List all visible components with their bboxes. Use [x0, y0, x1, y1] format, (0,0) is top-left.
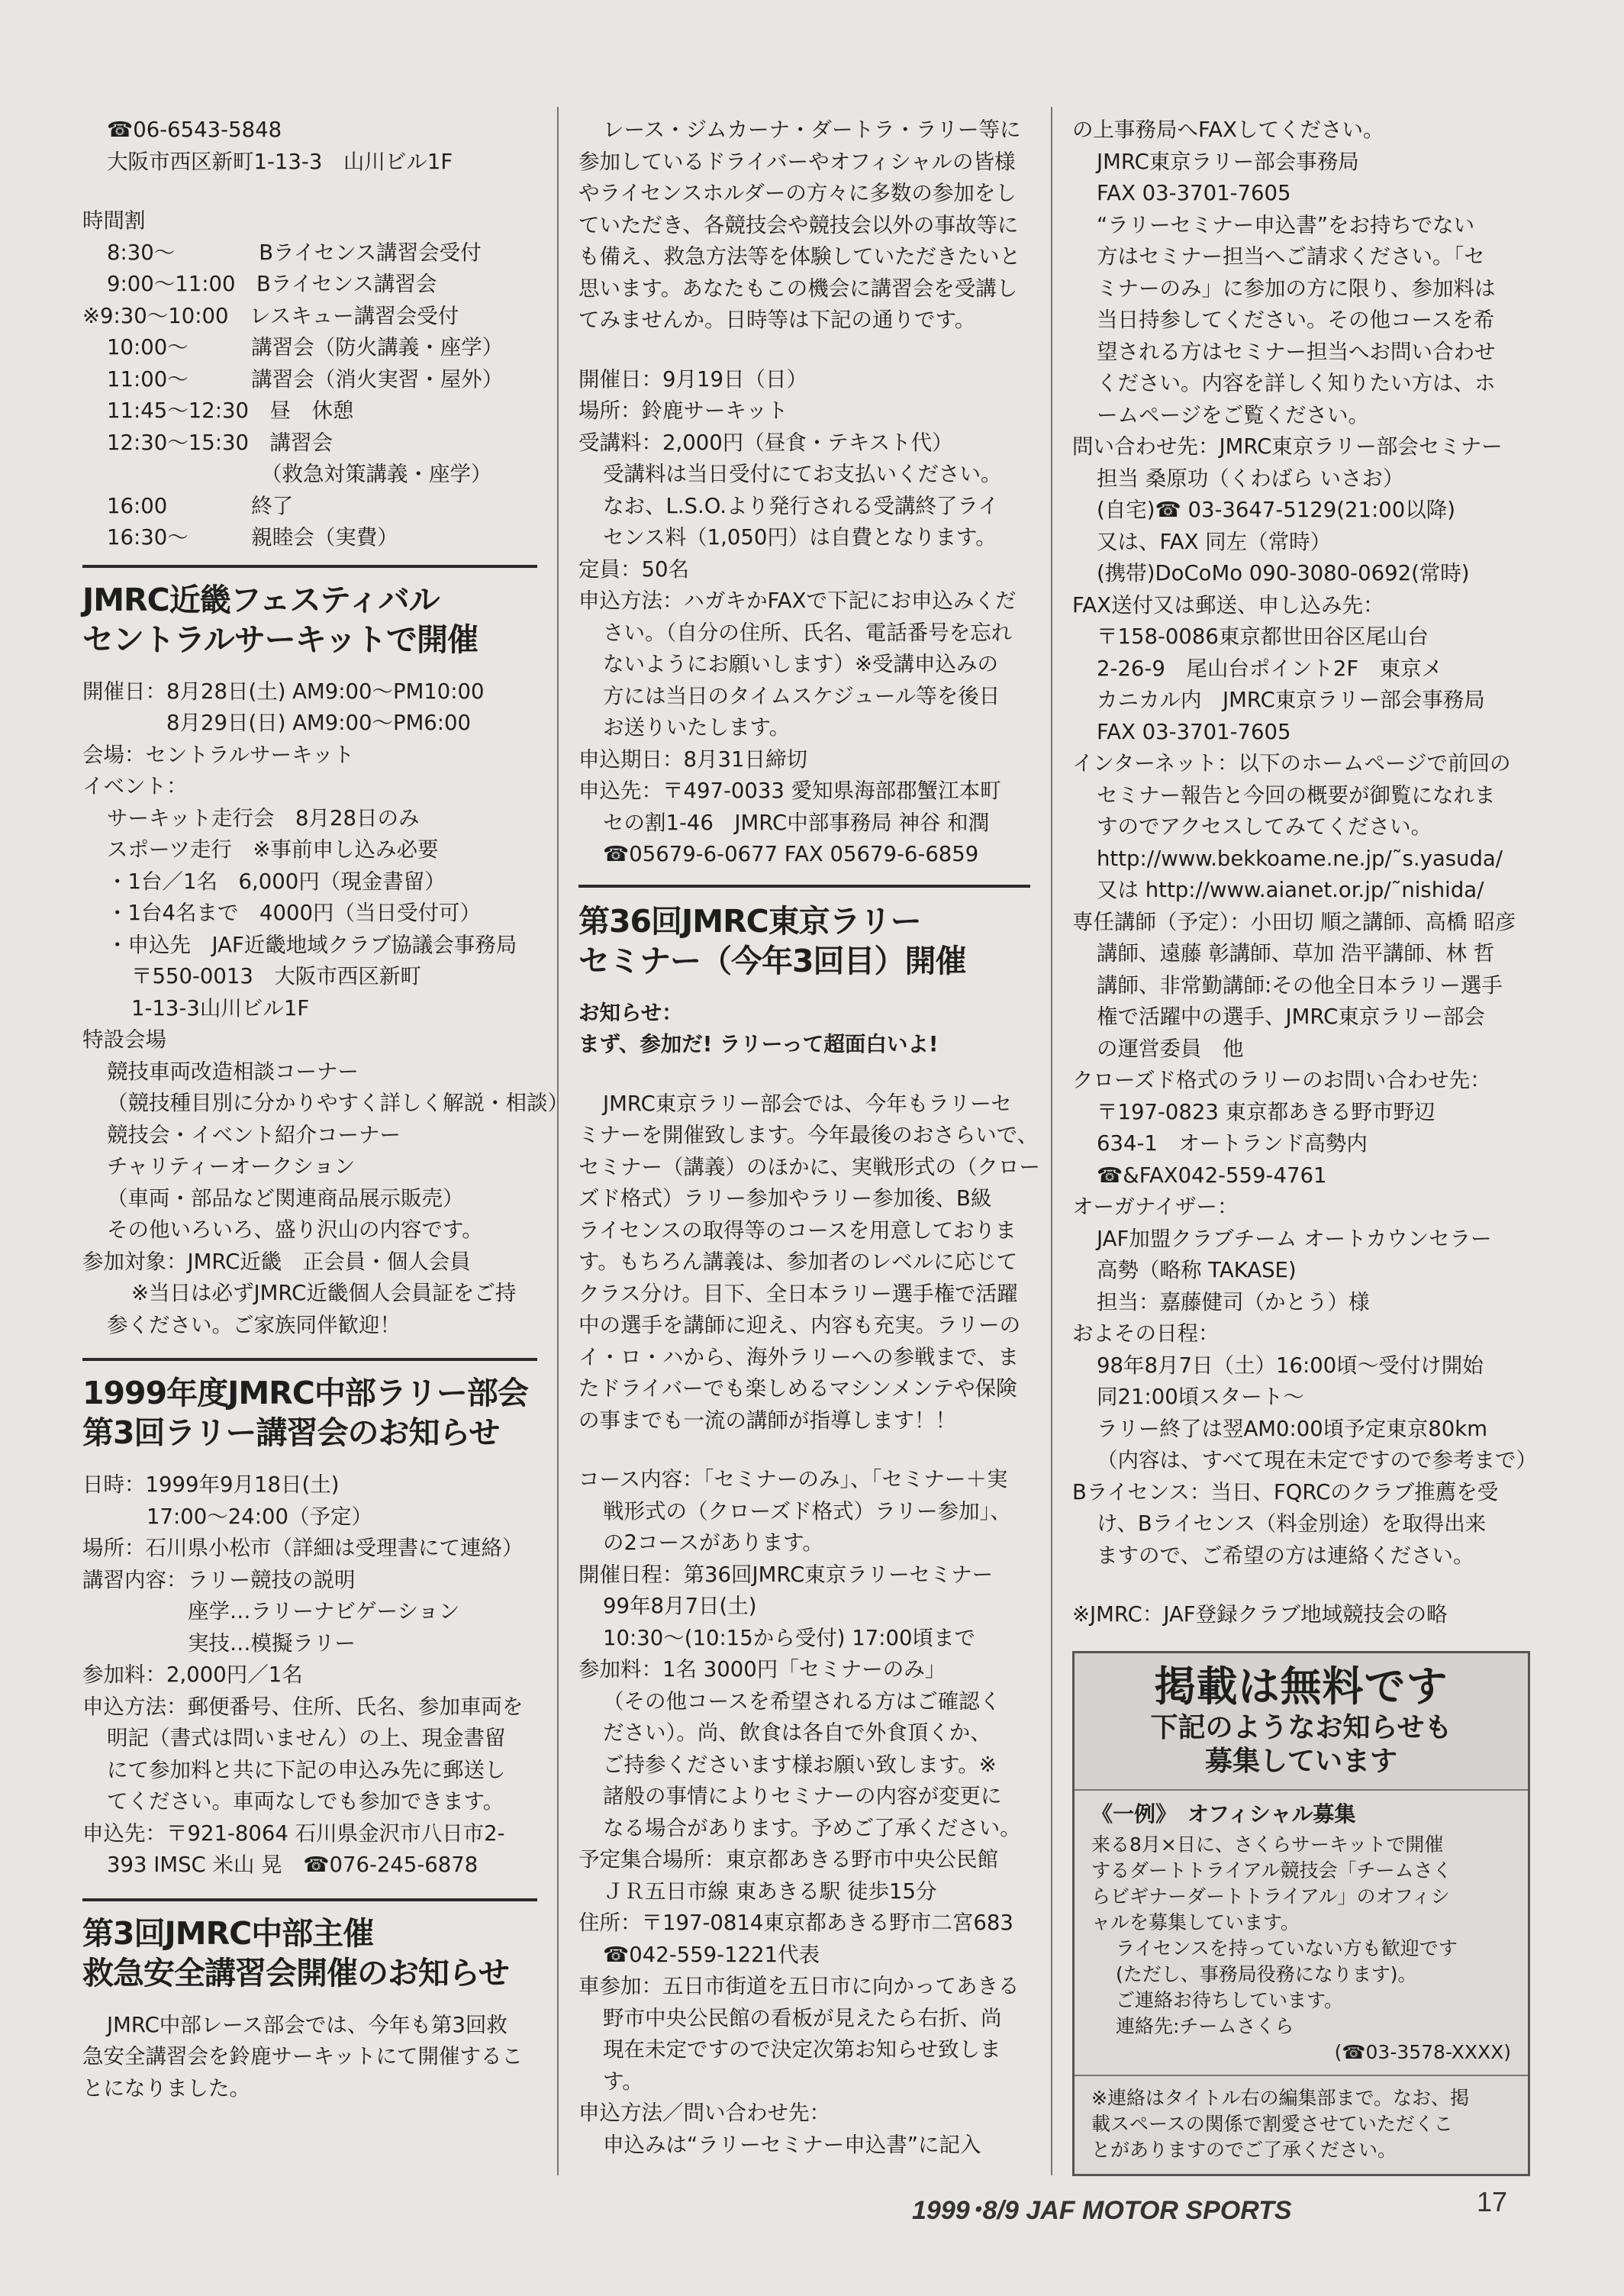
- text-line: ライセンスの取得等のコースを用意しておりま: [578, 1217, 1017, 1243]
- text-line: 講習内容：ラリー競技の説明: [82, 1567, 356, 1592]
- text-line: 競技会・イベント紹介コーナー: [107, 1122, 401, 1147]
- section-heading: 第3回JMRC中部主催 救急安全講習会開催のお知らせ: [82, 1914, 509, 1991]
- text-line: 野市中央公民館の看板が見えたら右折、尚: [603, 2005, 1002, 2030]
- text-line: 大阪市西区新町1-13-3 山川ビル1F: [107, 149, 453, 174]
- text-line: （救急対策講義・座学）: [261, 462, 492, 486]
- text-line: ますので、ご希望の方は連絡ください。: [1097, 1543, 1474, 1568]
- text-line: 方はセミナー担当へご請求ください。「セ: [1097, 244, 1485, 269]
- text-line: 予定集合場所：東京都あきる野市中央公民館: [578, 1847, 998, 1872]
- box-header: [1075, 1653, 1528, 1791]
- box-subtitle: 下記のようなお知らせも: [1150, 1711, 1452, 1743]
- text-line: イベント：: [82, 774, 188, 798]
- text-line: 1-13-3山川ビル1F: [131, 995, 310, 1021]
- box-sample: [1075, 1791, 1528, 2075]
- sample-line: 連絡先:チームさくら: [1116, 2014, 1294, 2037]
- text-line: 開催日程：第36回JMRC東京ラリーセミナー: [578, 1562, 994, 1587]
- text-line: FAX 03-3701-7605: [1097, 719, 1291, 744]
- text-line: 方には当日のタイムスケジュール等を後日: [603, 683, 1000, 708]
- text-line: ☎042-559-1221代表: [603, 1942, 820, 1967]
- text-line: 担当：嘉藤健司（かとう）様: [1097, 1289, 1370, 1314]
- text-line: 申込期日：8月31日締切: [578, 747, 807, 772]
- text-line: 申込先：〒497-0033 愛知県海部郡蟹江本町: [578, 779, 1001, 803]
- section-heading: 第36回JMRC東京ラリー セミナー（今年3回目）開催: [578, 902, 966, 979]
- text-line: さい。（自分の住所、氏名、電話番号を忘れ: [603, 620, 1013, 645]
- text-line: す。もちろん講義は、参加者のレベルに応じて: [578, 1250, 1018, 1274]
- column-divider: [1051, 107, 1052, 2175]
- text-line: 戦形式の（クローズド格式）ラリー参加」、: [603, 1498, 1011, 1524]
- text-line: ださい）。尚、飲食は各自で外食頂くか、: [603, 1720, 991, 1745]
- text-line: 講師、非常勤講師:その他全日本ラリー選手: [1097, 972, 1503, 998]
- text-line: （競技種目別に分かりやすく詳しく解説・相談）: [107, 1091, 569, 1115]
- text-line: すのでアクセスしてみてください。: [1097, 814, 1432, 839]
- box-footnote: [1075, 2075, 1528, 2174]
- text-line: け、Bライセンス（料金別途）を取得出来: [1097, 1511, 1487, 1536]
- box-title: 掲載は無料です: [1154, 1662, 1448, 1711]
- column-1: [82, 114, 569, 2104]
- text-line: ームページをご覧ください。: [1097, 402, 1369, 427]
- text-line: 場所：鈴鹿サーキット: [578, 398, 788, 423]
- text-line: てみませんか。日時等は下記の通りです。: [578, 308, 976, 332]
- text-line: とになりました。: [82, 2075, 250, 2101]
- text-line: 10:30〜(10:15から受付) 17:00頃まで: [603, 1625, 975, 1650]
- text-line: 申込方法：ハガキかFAXで下記にお申込みくだ: [578, 589, 1017, 613]
- text-line: 現在未定ですので決定次第お知らせ致しま: [603, 2037, 1001, 2062]
- text-line: 会場：セントラルサーキット: [82, 742, 355, 767]
- text-line: ミナーのみ」に参加の方に限り、参加料は: [1097, 276, 1496, 301]
- url-link[interactable]: 又は http://www.aianet.or.jp/˜nishida/: [1097, 878, 1484, 902]
- text-line: オーガナイザー：: [1072, 1195, 1239, 1219]
- text-line: 2-26-9 尾山台ポイント2F 東京メ: [1097, 656, 1443, 681]
- notice-tagline: まず、参加だ! ラリーって超面白いよ!: [578, 1032, 939, 1056]
- text-line: セの割1-46 JMRC中部事務局 神谷 和潤: [603, 810, 990, 835]
- column-divider: [557, 107, 559, 2175]
- text-line: 時間割: [82, 208, 146, 233]
- section-rule: [578, 885, 1030, 888]
- text-line: 参ください。ご家族同伴歓迎！: [107, 1312, 401, 1337]
- sample-line: (ただし、事務局役務になります)。: [1116, 1962, 1417, 1985]
- text-line: ☎05679-6-0677 FAX 05679-6-6859: [603, 842, 979, 866]
- text-line: 申込方法：郵便番号、住所、氏名、参加車両を: [82, 1694, 524, 1719]
- text-line: その他いろいろ、盛り沢山の内容です。: [107, 1217, 483, 1242]
- text-line: 受講料は当日受付にてお支払いください。: [603, 462, 1002, 486]
- text-line: センス料（1,050円）は自費となります。: [603, 525, 997, 550]
- text-line: (自宅)☎ 03-3647-5129(21:00以降): [1097, 498, 1455, 522]
- text-line: 思います。あなたもこの機会に講習会を受講し: [578, 276, 1018, 301]
- text-line: およその日程：: [1072, 1321, 1220, 1346]
- text-line: 634-1 オートランド高勢内: [1097, 1131, 1368, 1156]
- text-line: ラリー終了は翌AM0:00頃予定東京80km: [1097, 1416, 1487, 1441]
- text-line: ・1台4名まで 4000円（当日受付可）: [107, 901, 481, 925]
- text-line: セミナー（講義）のほかに、実戦形式の（クロー: [578, 1154, 1040, 1179]
- text-line: ないようにお願いします）※受講申込みの: [603, 652, 999, 676]
- text-line: 開催日：9月19日（日）: [578, 366, 807, 392]
- text-line: 参加料：1名 3000円「セミナーのみ」: [578, 1657, 946, 1682]
- text-line: クローズド格式のラリーのお問い合わせ先：: [1072, 1068, 1491, 1092]
- text-line: 11:00〜 講習会（消火実習・屋外）: [107, 366, 504, 392]
- text-line: てください。車両なしでも参加できます。: [107, 1789, 504, 1814]
- text-line: 中の選手を講師に迎え、内容も充実。ラリーの: [578, 1313, 1021, 1337]
- sample-line: ご連絡お待ちしています。: [1116, 1988, 1344, 2011]
- text-line: も備え、救急方法等を体験していただきたいと: [578, 244, 1021, 269]
- text-line: なお、L.S.O.より発行される受講終了ライ: [603, 493, 999, 518]
- sample-line: するダートトライアル競技会「チームさく: [1091, 1859, 1452, 1882]
- text-line: 講師、遠藤 彰講師、草加 浩平講師、林 哲: [1097, 941, 1495, 966]
- text-line: 定員：50名: [578, 556, 689, 582]
- magazine-footer: 1999･8/9 JAF MOTOR SPORTS: [912, 2196, 1292, 2225]
- text-line: 開催日：8月28日(土) AM9:00〜PM10:00: [82, 679, 485, 704]
- text-line: ※9:30〜10:00 レスキュー講習会受付: [82, 303, 459, 328]
- text-line: ミナーを開催致します。今年最後のおさらいで、: [578, 1123, 1039, 1147]
- section-rule: [82, 1358, 537, 1361]
- text-line: にて参加料と共に下記の申込み先に郵送し: [107, 1757, 506, 1782]
- text-line: 99年8月7日(土): [603, 1594, 757, 1618]
- text-line: 〒197-0823 東京都あきる野市野辺: [1097, 1099, 1436, 1124]
- text-line: セミナー報告と今回の概要が御覧になれま: [1097, 782, 1496, 808]
- text-line: お送りいたします。: [603, 715, 791, 740]
- text-line: 特設会場: [82, 1027, 166, 1052]
- text-line: ＪＲ五日市線 東あきる駅 徒歩15分: [603, 1878, 937, 1904]
- text-line: 17:00〜24:00（予定）: [147, 1504, 373, 1529]
- text-line: 諸般の事情によりセミナーの内容が変更に: [603, 1784, 1002, 1808]
- box-subtitle: 募集しています: [1204, 1745, 1397, 1777]
- section-rule: [82, 1898, 537, 1901]
- text-line: 8月29日(日) AM9:00〜PM6:00: [166, 711, 472, 735]
- text-line: 担当 桑原功（くわばら いさお）: [1097, 466, 1404, 491]
- text-line: 場所：石川県小松市（詳細は受理書にて連絡）: [82, 1536, 524, 1560]
- text-line: JMRC中部レース部会では、今年も第3回救: [107, 2012, 508, 2037]
- text-line: 専任講師（予定）：小田切 順之講師、高橋 昭彦: [1072, 909, 1516, 934]
- text-line: 又は、FAX 同左（常時）: [1097, 529, 1332, 554]
- text-line: ズド格式）ラリー参加やラリー参加後、B級: [578, 1186, 992, 1211]
- page-number: 17: [1477, 2186, 1508, 2217]
- column-2: [578, 114, 1040, 2161]
- text-line: 9:00〜11:00 Bライセンス講習会: [107, 272, 437, 296]
- footnote: ※JMRC：JAF登録クラブ地域競技会の略: [1072, 1602, 1448, 1627]
- text-line: たドライバーでも楽しめるマシンメンテや保険: [578, 1376, 1017, 1401]
- footnote-line: とがありますのでご了承ください。: [1091, 2138, 1397, 2161]
- text-line: 393 IMSC 米山 晃 ☎076-245-6878: [107, 1853, 478, 1877]
- text-line: FAX 03-3701-7605: [1097, 181, 1291, 205]
- text-line: ・1台／1名 6,000円（現金書留）: [107, 869, 446, 894]
- text-line: 競技車両改造相談コーナー: [107, 1059, 359, 1084]
- text-line: 日時：1999年9月18日(土): [82, 1472, 340, 1497]
- sample-line: ライセンスを持っていない方も歓迎です: [1116, 1936, 1458, 1959]
- url-link[interactable]: http://www.bekkoame.ne.jp/˜s.yasuda/: [1097, 846, 1503, 871]
- text-line: “ラリーセミナー申込書”をお持ちでない: [1097, 212, 1475, 237]
- text-line: インターネット：以下のホームページで前回の: [1072, 751, 1511, 776]
- text-line: 申込先：〒921-8064 石川県金沢市八日市2-: [82, 1820, 505, 1846]
- text-line: 〒158-0086東京都世田谷区尾山台: [1097, 624, 1429, 649]
- text-line: 明記（書式は問いません）の上、現金書留: [107, 1726, 506, 1750]
- text-line: の運営委員 他: [1097, 1036, 1244, 1061]
- text-line: （その他コースを希望される方はご確認く: [603, 1688, 1001, 1714]
- text-line: 11:45〜12:30 昼 休憩: [107, 398, 354, 423]
- text-line: スポーツ走行 ※事前申し込み必要: [107, 837, 439, 862]
- text-line: JMRC東京ラリー部会事務局: [1097, 149, 1359, 174]
- text-line: 10:00〜 講習会（防火講義・座学）: [107, 335, 504, 360]
- text-line: 同21:00頃スタート〜: [1097, 1385, 1304, 1409]
- text-line: （内容は、すべて現在未定ですので参考まで）: [1097, 1448, 1537, 1472]
- text-line: 受講料：2,000円（昼食・テキスト代）: [578, 430, 953, 455]
- sample-line: らビギナーダートトライアル」のオフィシ: [1091, 1885, 1450, 1907]
- text-line: クラス分け。目下、全日本ラリー選手権で活躍: [578, 1281, 1018, 1306]
- text-line: 住所：〒197-0814東京都あきる野市二宮683: [578, 1911, 1013, 1935]
- sample-line: (☎03-3578-XXXX): [1334, 2040, 1511, 2063]
- sample-heading: 《一例》 オフィシャル募集: [1091, 1801, 1356, 1827]
- text-line: 車参加：五日市街道を五日市に向かってあきる: [578, 1974, 1020, 1998]
- text-line: 〒550-0013 大阪市西区新町: [131, 964, 421, 988]
- text-line: ・申込先 JAF近畿地域クラブ協議会事務局: [107, 932, 517, 957]
- sample-line: ャルを募集しています。: [1091, 1911, 1300, 1933]
- text-line: サーキット走行会 8月28日のみ: [107, 805, 420, 830]
- text-line: ていただき、各競技会や競技会以外の事故等に: [578, 212, 1019, 237]
- text-line: 参加対象：JMRC近畿 正会員・個人会員: [82, 1249, 471, 1274]
- text-line: イ・ロ・ハから、海外ラリーへの参戦まで、ま: [578, 1344, 1019, 1369]
- text-line: す。: [603, 2069, 643, 2094]
- text-line: の事までも一流の講師が指導します！！: [578, 1408, 956, 1433]
- text-line: 実技…模擬ラリー: [188, 1630, 356, 1656]
- text-line: 参加料：2,000円／1名: [82, 1662, 303, 1687]
- text-line: 申込みは“ラリーセミナー申込書”に記入: [603, 2132, 981, 2157]
- text-line: カニカル内 JMRC東京ラリー部会事務局: [1097, 688, 1485, 712]
- section-rule: [82, 565, 537, 568]
- text-line: 98年8月7日（土）16:00頃〜受付け開始: [1097, 1353, 1484, 1378]
- text-line: JAF加盟クラブチーム オートカウンセラー: [1097, 1226, 1492, 1251]
- text-line: ☎&FAX042-559-4761: [1097, 1163, 1327, 1188]
- text-line: (携帯)DoCoMo 090-3080-0692(常時): [1097, 561, 1470, 585]
- sample-line: 来る8月×日に、さくらサーキットで開催: [1091, 1833, 1444, 1856]
- text-line: なる場合があります。予めご了承ください。: [603, 1815, 1021, 1840]
- text-line: の2コースがあります。: [603, 1530, 823, 1555]
- notice-label: お知らせ：: [578, 1000, 683, 1025]
- text-line: JMRC東京ラリー部会では、今年もラリーセ: [603, 1091, 1012, 1116]
- text-line: 望される方はセミナー担当へお問い合わせ: [1097, 339, 1496, 364]
- text-line: 12:30〜15:30 講習会: [107, 430, 334, 455]
- text-line: チャリティーオークション: [107, 1154, 356, 1179]
- section-heading: 1999年度JMRC中部ラリー部会 第3回ラリー講習会のお知らせ: [82, 1375, 528, 1451]
- text-line: 高勢（略称 TAKASE): [1097, 1258, 1297, 1282]
- text-line: 参加しているドライバーやオフィシャルの皆様: [578, 149, 1016, 174]
- footnote-line: ※連絡はタイトル右の編集部まで。なお、掲: [1091, 2086, 1469, 2109]
- text-line: コース内容：「セミナーのみ」、「セミナー＋実: [578, 1467, 1008, 1491]
- text-line: 16:00 終了: [107, 493, 294, 518]
- text-line: レース・ジムカーナ・ダートラ・ラリー等に: [603, 118, 1021, 142]
- column-3: [1072, 114, 1537, 2176]
- text-line: 16:30〜 親睦会（実費）: [107, 525, 398, 550]
- text-line: ☎06-6543-5848: [107, 118, 282, 142]
- free-listing-box: [1072, 1651, 1530, 2176]
- text-line: ご持参くださいます様お願い致します。※: [603, 1752, 997, 1777]
- text-line: 8:30〜 Bライセンス講習会受付: [107, 240, 482, 265]
- text-line: （車両・部品など関連商品展示販売）: [107, 1185, 464, 1211]
- section-heading: JMRC近畿フェスティバル セントラルサーキットで開催: [82, 581, 478, 658]
- footnote-line: 載スペースの関係で割愛させていただくこ: [1091, 2112, 1453, 2135]
- text-line: 当日持参してください。その他コースを希: [1097, 308, 1495, 332]
- text-line: ※当日は必ずJMRC近畿個人会員証をご持: [131, 1281, 517, 1305]
- text-line: Bライセンス：当日、FQRCのクラブ推薦を受: [1072, 1479, 1499, 1504]
- text-line: 問い合わせ先：JMRC東京ラリー部会セミナー: [1072, 434, 1503, 459]
- text-line: の上事務局へFAXしてください。: [1072, 118, 1384, 142]
- text-line: 申込方法／問い合わせ先：: [578, 2101, 830, 2125]
- text-line: やライセンスホルダーの方々に多数の参加をし: [578, 181, 1017, 205]
- text-line: ください。内容を詳しく知りたい方は、ホ: [1097, 371, 1496, 395]
- text-line: 座学…ラリーナビゲーション: [188, 1599, 460, 1624]
- text-line: FAX送付又は郵送、申し込み先：: [1072, 592, 1384, 618]
- text-line: 急安全講習会を鈴鹿サーキットにて開催するこ: [82, 2044, 523, 2069]
- text-line: 権で活躍中の選手、JMRC東京ラリー部会: [1097, 1004, 1485, 1029]
